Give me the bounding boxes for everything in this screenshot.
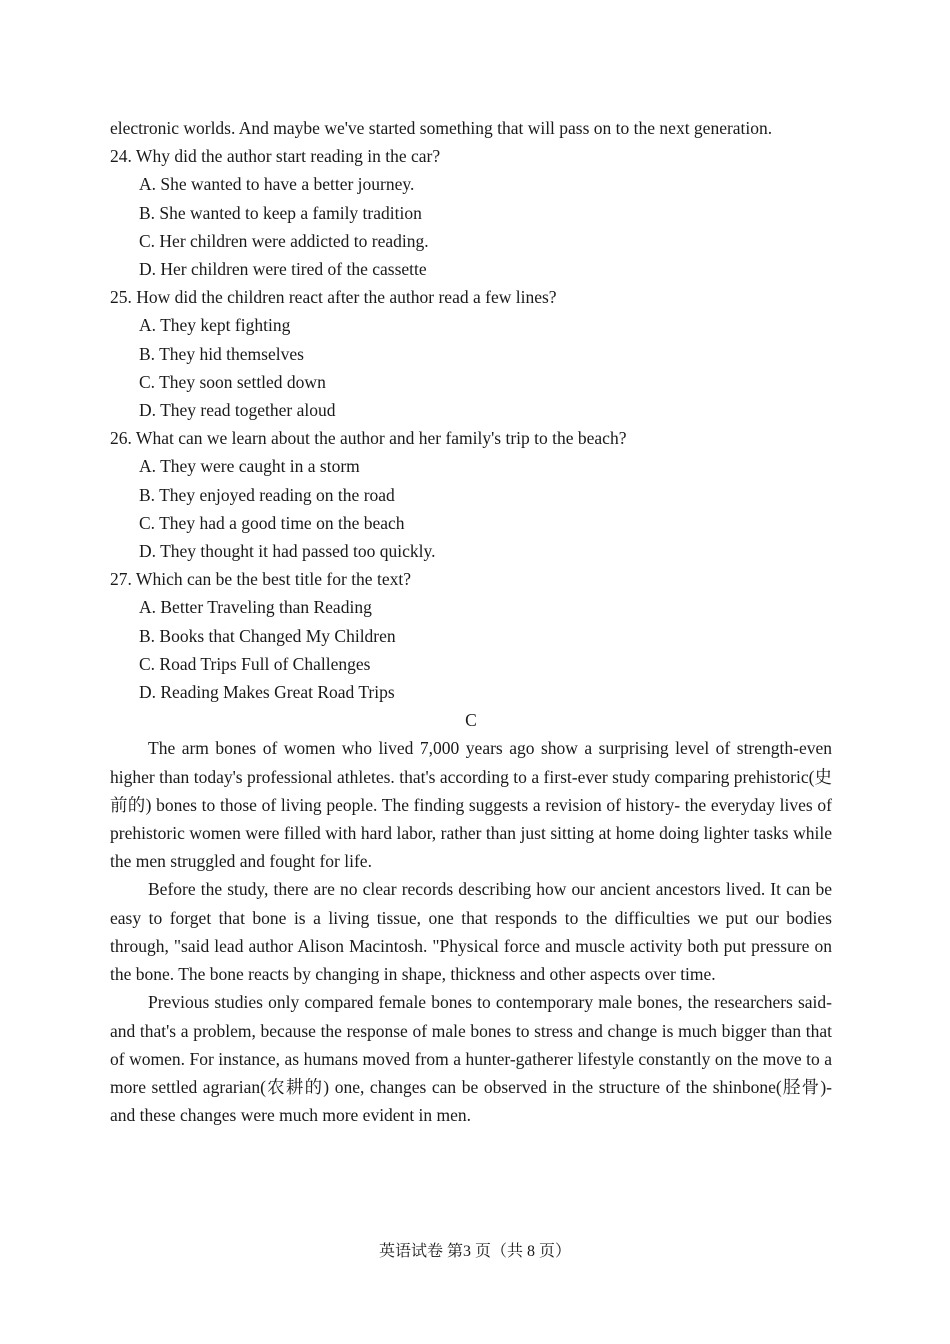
question-prompt: 25. How did the children react after the author read a few lines? [110,287,557,308]
option-d: D. They thought it had passed too quickly. [139,541,436,562]
option-a: A. She wanted to have a better journey. [139,174,415,195]
exam-page-body [110,114,832,1129]
option-c: C. They had a good time on the beach [139,512,405,533]
option-d: D. They read together aloud [139,400,336,421]
question-25 [110,283,832,424]
option-d: D. Her children were tired of the cassette [139,259,427,280]
passage-paragraph-3: Previous studies only compared female bones to contemporary male bones, the researchers said-and that's a problem, because the response of male bones to stress and change is much bigger than that of women. For instance, as humans moved from a hunter-gatherer lifestyle constantly on the move to a more settled agrarian(农耕的) one, changes can be observed in the structure of the shinbone(胫骨)- and these changes were much more evident in men. [110,992,832,1126]
question-prompt: 27. Which can be the best title for the text? [110,569,411,590]
option-a: A. They kept fighting [139,315,291,336]
question-prompt: 24. Why did the author start reading in the car? [110,146,441,167]
option-b: B. They enjoyed reading on the road [139,484,395,505]
option-a: A. Better Traveling than Reading [139,597,372,618]
option-c: C. Her children were addicted to reading. [139,230,429,251]
option-c: C. They soon settled down [139,371,326,392]
section-heading: C [465,710,477,731]
continuation-paragraph: electronic worlds. And maybe we've started something that will pass on to the next generation. [110,118,773,138]
question-24 [110,142,832,283]
option-b: B. Books that Changed My Children [139,625,396,646]
passage-paragraph-1: The arm bones of women who lived 7,000 years ago show a surprising level of strength-even higher than today's professional athletes. that's according to a first-ever study comparing prehistoric(史前的) bones to those of living people. The finding suggests a revision of history- the everyday lives of prehistoric women were filled with hard labor, rather than just sitting at home doing lighter tasks while the men struggled and fought for life. [110,738,832,872]
option-b: B. She wanted to keep a family tradition [139,202,422,223]
page-footer: 英语试卷 第3 页（共 8 页） [378,1243,571,1260]
question-26 [110,424,832,565]
option-b: B. They hid themselves [139,343,304,364]
question-prompt: 26. What can we learn about the author and her family's trip to the beach? [110,428,627,449]
option-c: C. Road Trips Full of Challenges [139,653,371,674]
option-d: D. Reading Makes Great Road Trips [139,682,395,703]
question-27 [110,565,832,706]
option-a: A. They were caught in a storm [139,456,360,477]
passage-paragraph-2: Before the study, there are no clear records describing how our ancient ancestors lived. It can be easy to forget that bone is a living tissue, one that responds to the difficulties we put our bodies through, "said lead author Alison Macintosh. "Physical force and muscle activity both put pressure on the bone. The bone reacts by changing in shape, thickness and other aspects over time. [110,879,832,985]
